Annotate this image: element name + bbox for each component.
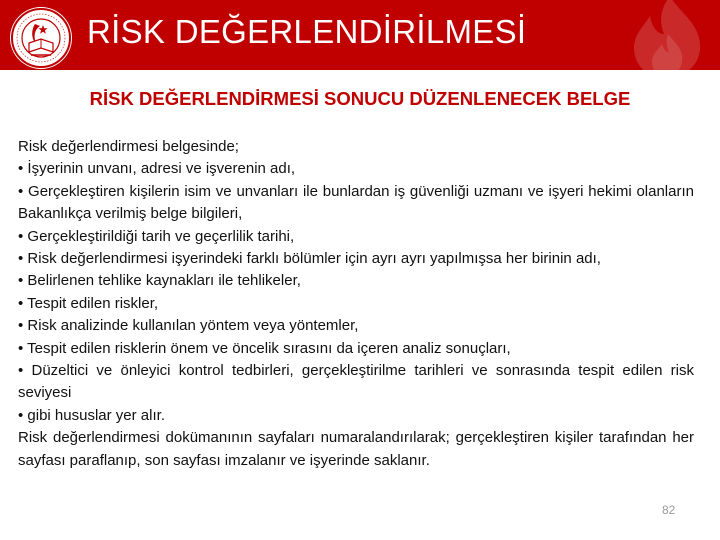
list-item: • Tespit edilen risklerin önem ve öncelik sırasını da içeren analiz sonuçları, [18,339,511,357]
list-item: • Risk analizinde kullanılan yöntem veya yöntemler, [18,317,359,335]
list-item: • Gerçekleştirildiği tarih ve geçerlilik tarihi, [18,227,295,245]
flame-icon [622,0,712,70]
list-item: • İşyerinin unvanı, adresi ve işverenin adı, [18,160,296,178]
list-item: • Tespit edilen riskler, [18,294,159,312]
page-subtitle: RİSK DEĞERLENDİRMESİ SONUCU DÜZENLENECEK BELGE [89,88,631,109]
ministry-emblem-icon [9,6,73,70]
list-item: • Düzeltici ve önleyici kontrol tedbirleri, gerçekleştirilme tarihleri ve sonrasında tespit edilen risk seviyesi [18,362,694,402]
list-item: • gibi hususlar yer alır. [18,406,165,424]
content-body [18,136,694,472]
header-title: RİSK DEĞERLENDİRİLMESİ [87,13,527,50]
paragraph: Risk değerlendirmesi belgesinde; [18,138,239,155]
list-item: • Risk değerlendirmesi işyerindeki farklı bölümler için ayrı ayrı yapılmışsa her birinin adı, [18,250,601,268]
list-item: • Gerçekleştiren kişilerin isim ve unvanları ile bunlardan iş güvenliği uzmanı ve işyeri hekimi olanların Bakanlıkça verilmiş belge bilgileri, [18,182,694,223]
paragraph: Risk değerlendirmesi dokümanının sayfaları numaralandırılarak; gerçekleştiren kişiler tarafından her sayfası paraflanıp, son sayfası imzalanır ve işyerinde saklanır. [18,429,694,469]
header-bar [0,0,720,70]
page-number: 82 [662,503,676,517]
list-item: • Belirlenen tehlike kaynakları ile tehlikeler, [18,272,301,290]
